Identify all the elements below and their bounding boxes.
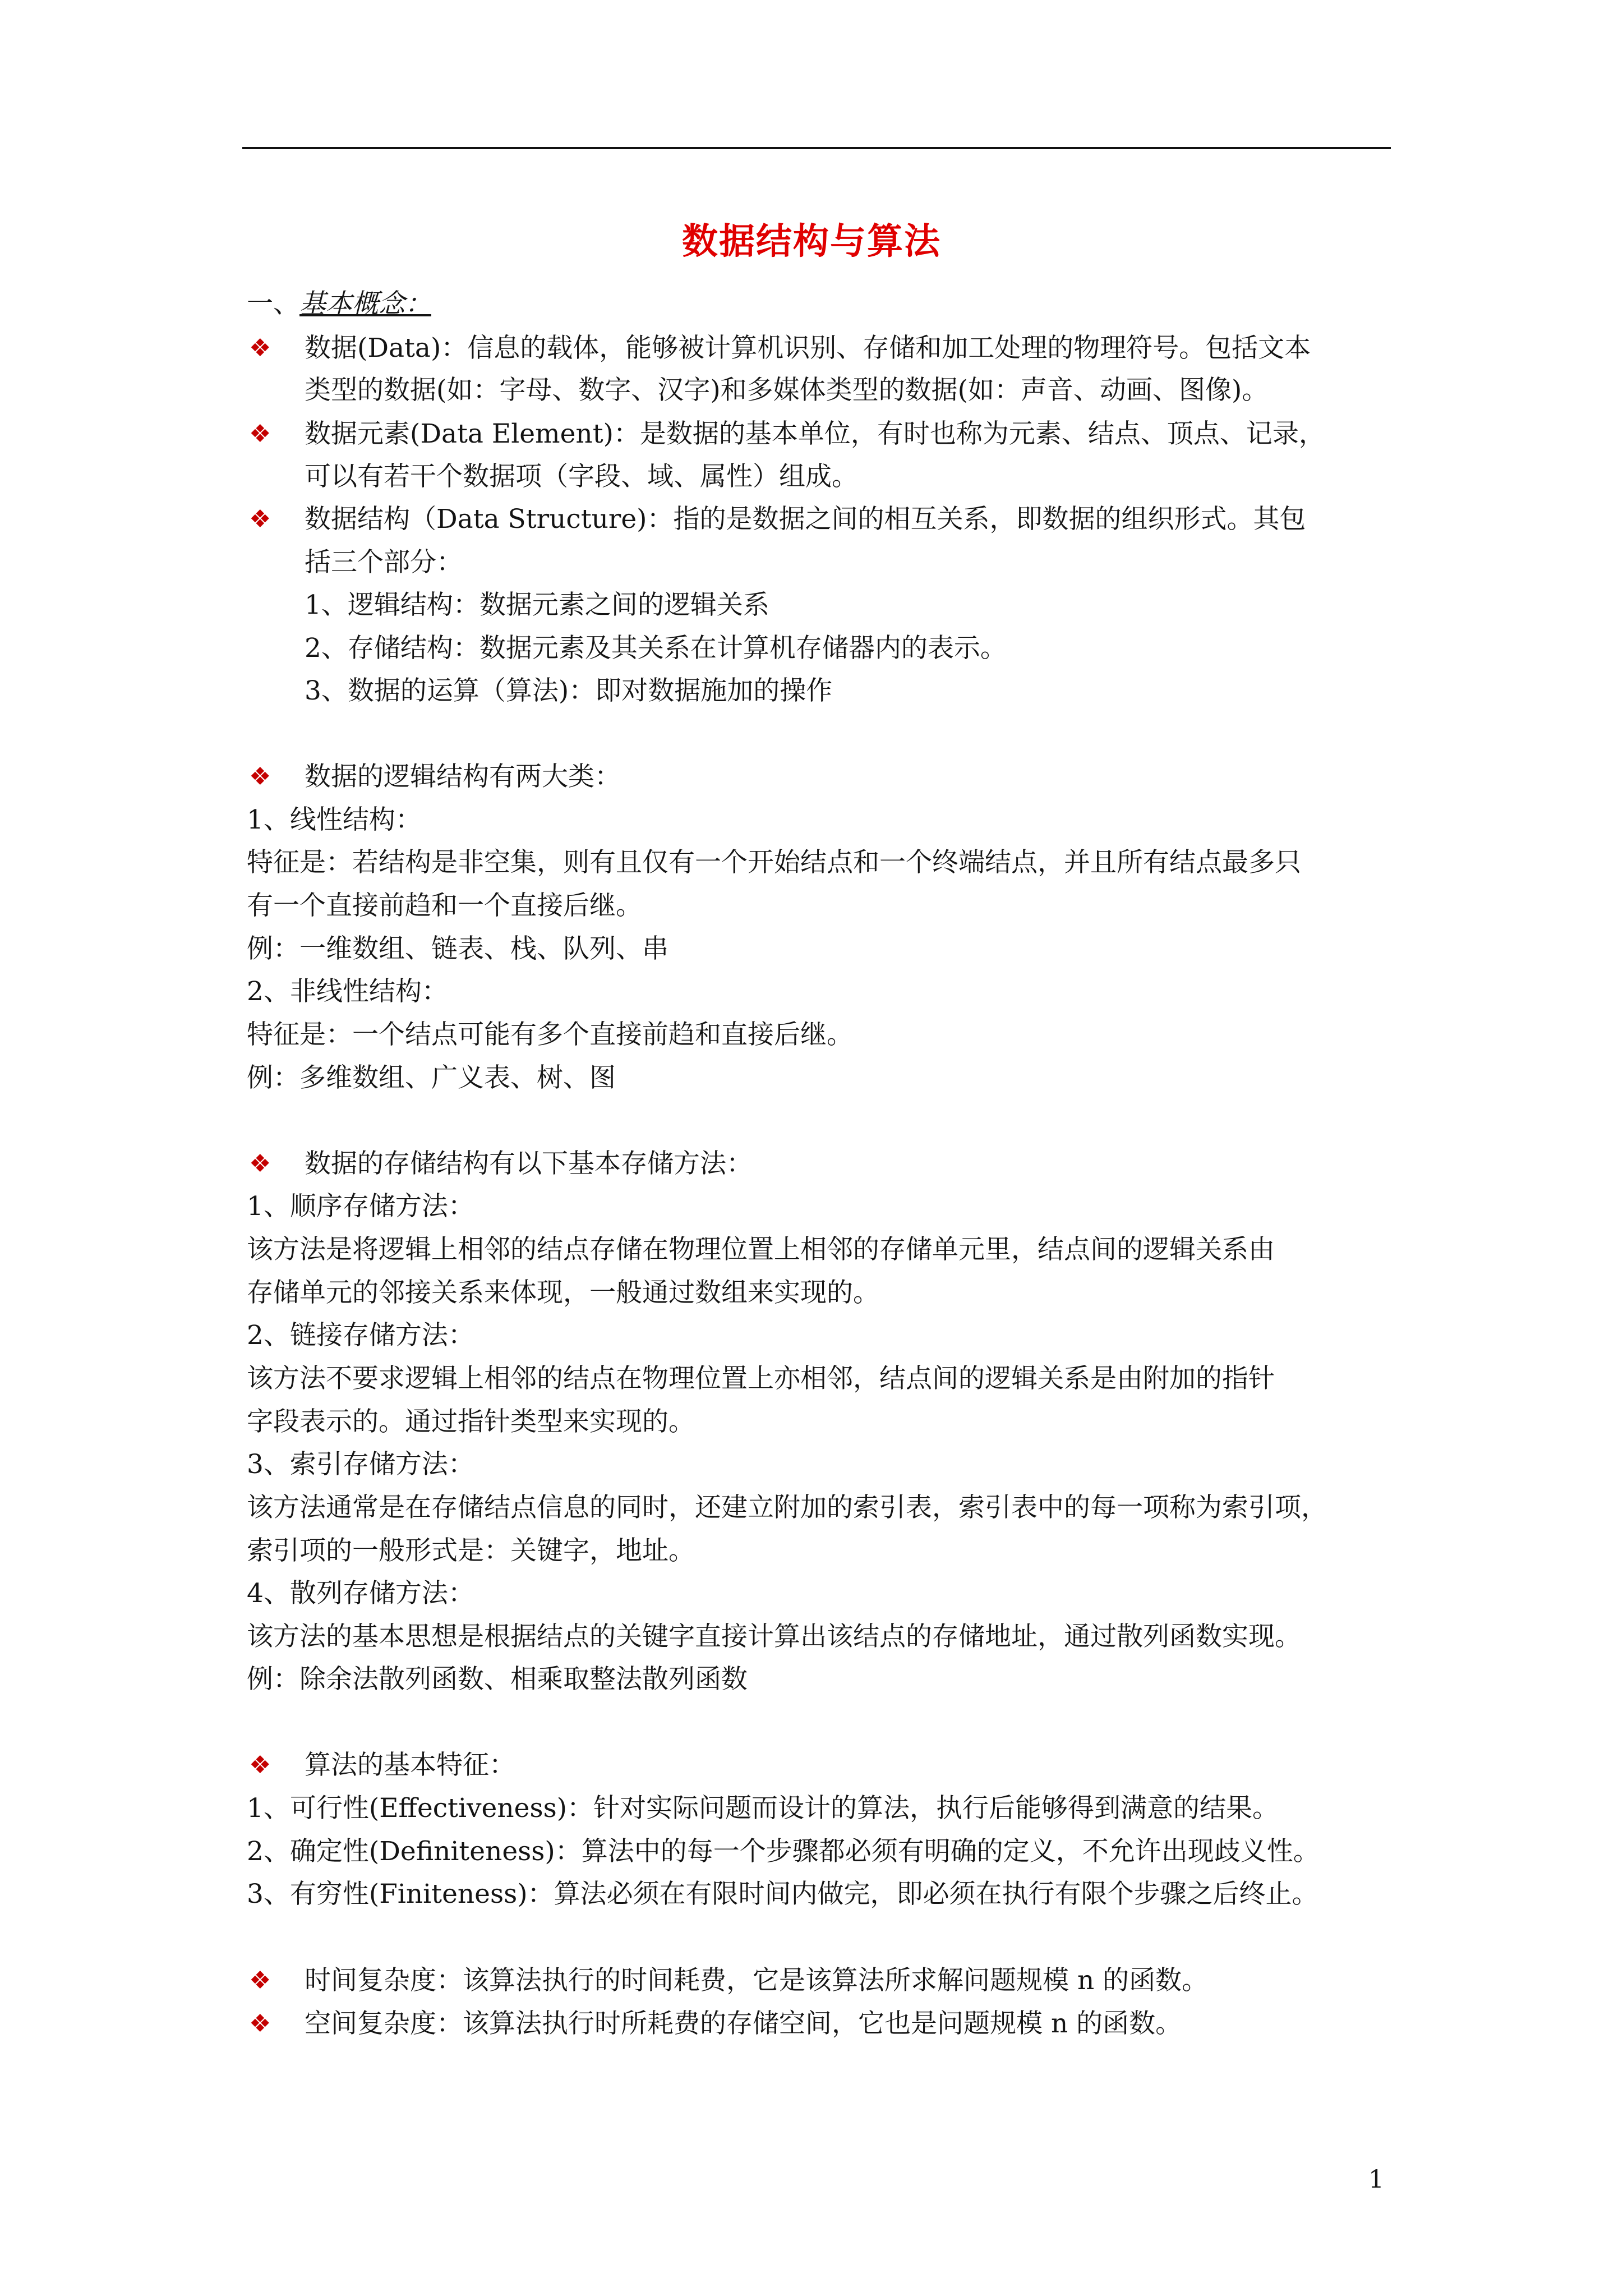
paragraph-line: 该方法通常是在存储结点信息的同时，还建立附加的索引表，索引表中的每一项称为索引项， xyxy=(247,1492,1327,1523)
paragraph-line: 3、有穷性(Finiteness)：算法必须在有限时间内做完，即必须在执行有限个步骤之后终止。 xyxy=(247,1879,1318,1910)
header-rule xyxy=(242,147,1391,149)
structure-part: 3、数据的运算（算法)：即对数据施加的操作 xyxy=(305,675,833,706)
paragraph-line: 例：除余法散列函数、相乘取整法散列函数 xyxy=(247,1664,748,1695)
paragraph-line: 例：一维数组、链表、栈、队列、串 xyxy=(247,933,668,964)
paragraph-line: 索引项的一般形式是：关键字，地址。 xyxy=(247,1535,695,1566)
paragraph-line: 存储单元的邻接关系来体现，一般通过数组来实现的。 xyxy=(247,1277,879,1308)
paragraph-line: 类型的数据(如：字母、数字、汉字)和多媒体类型的数据(如：声音、动画、图像)。 xyxy=(305,375,1269,406)
diamond-bullet-icon: ❖ xyxy=(249,505,271,533)
structure-part: 1、逻辑结构：数据元素之间的逻辑关系 xyxy=(305,590,769,620)
paragraph-line: 数据结构（Data Structure)：指的是数据之间的相互关系，即数据的组织形式。其包 xyxy=(305,504,1306,535)
diamond-bullet-icon: ❖ xyxy=(249,762,271,791)
paragraph-line: 可以有若干个数据项（字段、域、属性）组成。 xyxy=(305,461,858,492)
diamond-bullet-icon: ❖ xyxy=(249,334,271,362)
paragraph-line: 1、可行性(Effectiveness)：针对实际问题而设计的算法，执行后能够得到满意的结果。 xyxy=(247,1793,1279,1824)
paragraph-line: 特征是：若结构是非空集，则有且仅有一个开始结点和一个终端结点，并且所有结点最多只 xyxy=(247,847,1301,878)
time-complexity: 时间复杂度：该算法执行的时间耗费，它是该算法所求解问题规模 n 的函数。 xyxy=(305,1965,1209,1996)
paragraph-line: 例：多维数组、广义表、树、图 xyxy=(247,1062,616,1093)
paragraph-line: 2、链接存储方法： xyxy=(247,1320,474,1351)
section-heading xyxy=(247,287,431,321)
paragraph-line: 字段表示的。通过指针类型来实现的。 xyxy=(247,1406,695,1437)
paragraph-line: 该方法是将逻辑上相邻的结点存储在物理位置上相邻的存储单元里，结点间的逻辑关系由 xyxy=(247,1234,1275,1265)
paragraph-line: 3、索引存储方法： xyxy=(247,1449,474,1480)
section-number: 一、 xyxy=(247,288,299,319)
paragraph-line: 括三个部分： xyxy=(305,547,463,578)
paragraph-line: 该方法不要求逻辑上相邻的结点在物理位置上亦相邻，结点间的逻辑关系是由附加的指针 xyxy=(247,1363,1275,1394)
logical-heading: 数据的逻辑结构有两大类： xyxy=(305,761,621,792)
paragraph-line: 数据元素(Data Element)：是数据的基本单位，有时也称为元素、结点、顶点、记录， xyxy=(305,418,1325,449)
paragraph-line: 数据(Data)：信息的载体，能够被计算机识别、存储和加工处理的物理符号。包括文本 xyxy=(305,333,1311,364)
space-complexity: 空间复杂度：该算法执行时所耗费的存储空间，它也是问题规模 n 的函数。 xyxy=(305,2008,1182,2039)
paragraph-line: 有一个直接前趋和一个直接后继。 xyxy=(247,890,642,921)
storage-heading: 数据的存储结构有以下基本存储方法： xyxy=(305,1148,753,1179)
paragraph-line: 1、线性结构： xyxy=(247,804,422,835)
paragraph-line: 4、散列存储方法： xyxy=(247,1578,474,1609)
algorithm-heading: 算法的基本特征： xyxy=(305,1750,515,1780)
paragraph-line: 特征是：一个结点可能有多个直接前趋和直接后继。 xyxy=(247,1019,853,1050)
paragraph-line: 2、非线性结构： xyxy=(247,976,448,1007)
diamond-bullet-icon: ❖ xyxy=(249,1751,271,1779)
paragraph-line: 1、顺序存储方法： xyxy=(247,1191,474,1222)
page-title: 数据结构与算法 xyxy=(682,220,941,263)
paragraph-line: 该方法的基本思想是根据结点的关键字直接计算出该结点的存储地址，通过散列函数实现。 xyxy=(247,1621,1301,1652)
page-number: 1 xyxy=(1368,2165,1384,2194)
diamond-bullet-icon: ❖ xyxy=(249,420,271,448)
diamond-bullet-icon: ❖ xyxy=(249,2009,271,2038)
diamond-bullet-icon: ❖ xyxy=(249,1149,271,1178)
section-heading-text: 基本概念： xyxy=(299,288,431,319)
diamond-bullet-icon: ❖ xyxy=(249,1966,271,1995)
paragraph-line: 2、确定性(Definiteness)：算法中的每一个步骤都必须有明确的定义，不允许出现歧义性。 xyxy=(247,1836,1320,1867)
structure-part: 2、存储结构：数据元素及其关系在计算机存储器内的表示。 xyxy=(305,633,1007,664)
